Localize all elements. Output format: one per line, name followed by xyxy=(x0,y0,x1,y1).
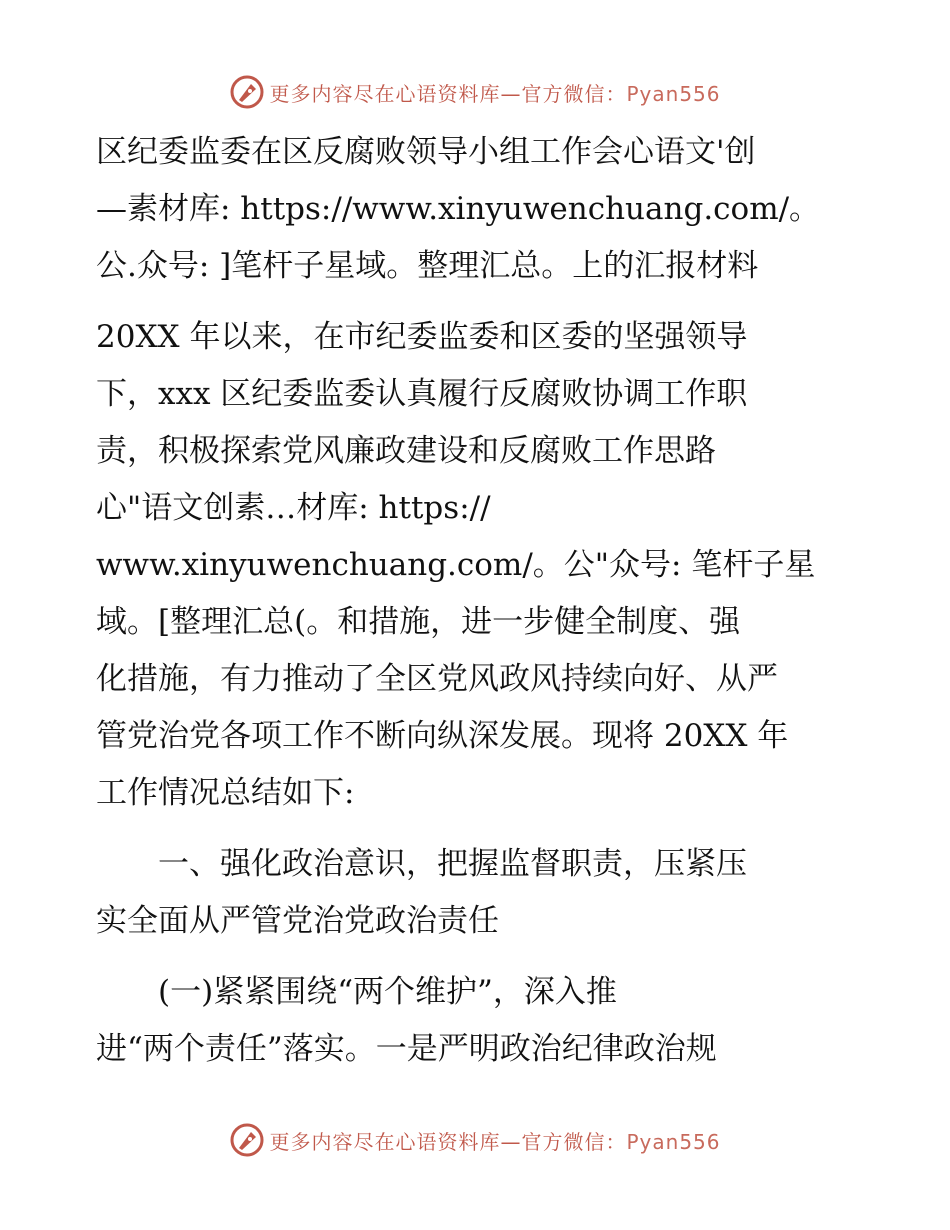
footer-banner-text xyxy=(269,1126,720,1155)
header-banner-text xyxy=(269,78,720,107)
intro-line: 责，积极探索党风廉政建设和反腐败工作思路 xyxy=(96,433,716,469)
intro-line: 下，xxx 区纪委监委认真履行反腐败协调工作职 xyxy=(96,376,748,412)
footer-banner-label: 更多内容尽在心语资料库—官方微信： xyxy=(269,1129,627,1154)
title-line: 公.众号: ]笔杆子星域。整理汇总。上的汇报材料 xyxy=(96,248,759,284)
title-line: 区纪委监委在区反腐败领导小组工作会心语文'创 xyxy=(96,134,756,170)
intro-line: 管党治党各项工作不断向纵深发展。现将 20XX 年 xyxy=(96,718,789,754)
footer-banner xyxy=(0,1118,950,1162)
document-body xyxy=(96,124,856,1078)
subsection-line: (一)紧紧围绕“两个维护”，深入推 xyxy=(96,974,617,1010)
intro-line: 化措施，有力推动了全区党风政风持续向好、从严 xyxy=(96,661,778,697)
header-banner-label: 更多内容尽在心语资料库—官方微信： xyxy=(269,81,627,106)
title-line: —素材库: https://www.xinyuwenchuang.com/。 xyxy=(96,191,821,227)
header-banner xyxy=(0,70,950,114)
footer-account: Pyan556 xyxy=(626,1129,721,1154)
pen-nib-circle-icon xyxy=(229,1122,265,1158)
intro-line: www.xinyuwenchuang.com/。公"众号: 笔杆子星 xyxy=(96,547,816,583)
intro-line: 域。[整理汇总(。和措施，进一步健全制度、强 xyxy=(96,604,741,640)
intro-line: 20XX 年以来，在市纪委监委和区委的坚强领导 xyxy=(96,319,748,355)
subsection-line: 进“两个责任”落实。一是严明政治纪律政治规 xyxy=(96,1031,717,1067)
section-heading-line: 实全面从严管党治党政治责任 xyxy=(96,903,499,939)
header-account: Pyan556 xyxy=(626,81,721,106)
intro-line: 工作情况总结如下: xyxy=(96,775,355,811)
intro-line: 心"语文创素…材库: https:// xyxy=(96,490,491,526)
section-heading-line: 一、强化政治意识，把握监督职责，压紧压 xyxy=(96,846,747,882)
pen-nib-circle-icon xyxy=(229,74,265,110)
